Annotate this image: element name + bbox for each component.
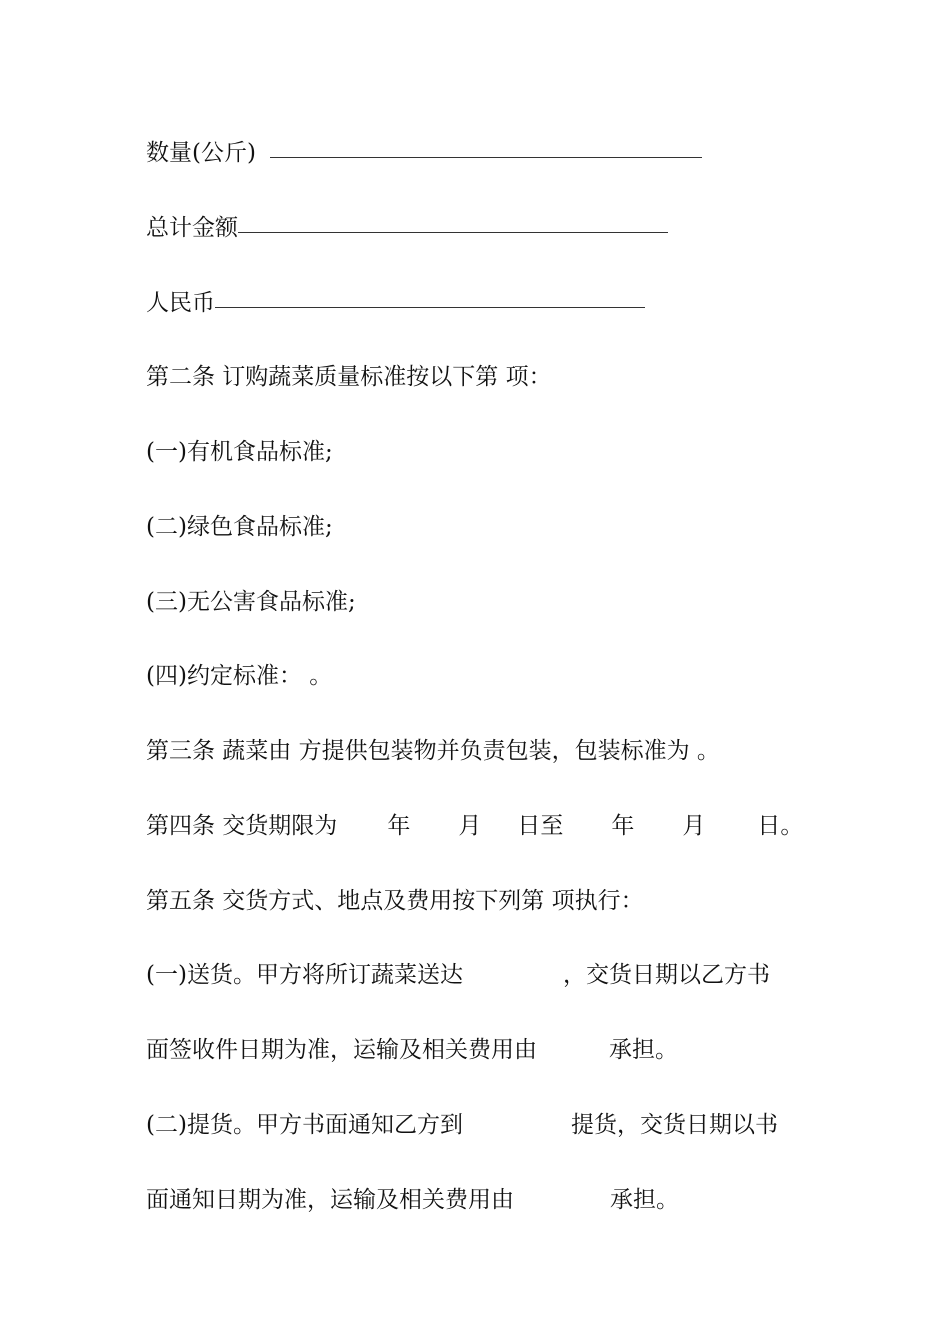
article-3: 第三条 蔬菜由 方提供包装物并负责包装，包装标准为 。	[146, 738, 720, 764]
article-4-year-2: 年	[611, 813, 635, 839]
delivery-option-1	[146, 958, 770, 992]
delivery-option-1-cont-part-b: 承担。	[609, 1037, 678, 1063]
article-2: 第二条 订购蔬菜质量标准按以下第 项：	[146, 364, 552, 390]
article-4-year-1: 年	[387, 813, 411, 839]
total-amount-line	[146, 211, 668, 245]
article-4-day-end: 日。	[757, 813, 804, 839]
standard-pollution-free: (三)无公害食品标准;	[146, 589, 356, 615]
quantity-label: 数量(公斤)	[146, 140, 256, 166]
delivery-option-1-cont-part-a: 面签收件日期为准，运输及相关费用由	[146, 1037, 537, 1063]
delivery-option-2-part-b: 提货，交货日期以书	[570, 1112, 778, 1138]
total-amount-label: 总计金额	[146, 215, 238, 241]
article-5: 第五条 交货方式、地点及费用按下列第 项执行：	[146, 888, 644, 914]
article-4-prefix: 第四条 交货期限为	[146, 813, 338, 839]
total-amount-blank	[238, 232, 668, 233]
article-4-day-to: 日至	[517, 813, 564, 839]
article-4-month-1: 月	[458, 813, 482, 839]
delivery-option-2-cont	[146, 1183, 679, 1217]
delivery-option-2-part-a: (二)提货。甲方书面通知乙方到	[146, 1112, 463, 1138]
standard-agreed: (四)约定标准： 。	[146, 663, 333, 689]
delivery-option-2	[146, 1108, 778, 1142]
delivery-option-2-cont-part-a: 面通知日期为准，运输及相关费用由	[146, 1187, 514, 1213]
delivery-option-1-cont	[146, 1033, 678, 1067]
quantity-blank	[270, 157, 702, 158]
delivery-option-1-part-a: (一)送货。甲方将所订蔬菜送达	[146, 962, 463, 988]
rmb-blank	[215, 307, 645, 308]
delivery-option-1-part-b: ，交货日期以乙方书	[562, 962, 770, 988]
article-4-month-2: 月	[682, 813, 706, 839]
article-4	[146, 809, 803, 843]
delivery-option-2-cont-part-b: 承担。	[610, 1187, 679, 1213]
standard-green: (二)绿色食品标准;	[146, 514, 333, 540]
rmb-label: 人民币	[146, 290, 215, 316]
quantity-line	[146, 136, 702, 170]
rmb-line	[146, 286, 645, 320]
standard-organic: (一)有机食品标准;	[146, 439, 333, 465]
